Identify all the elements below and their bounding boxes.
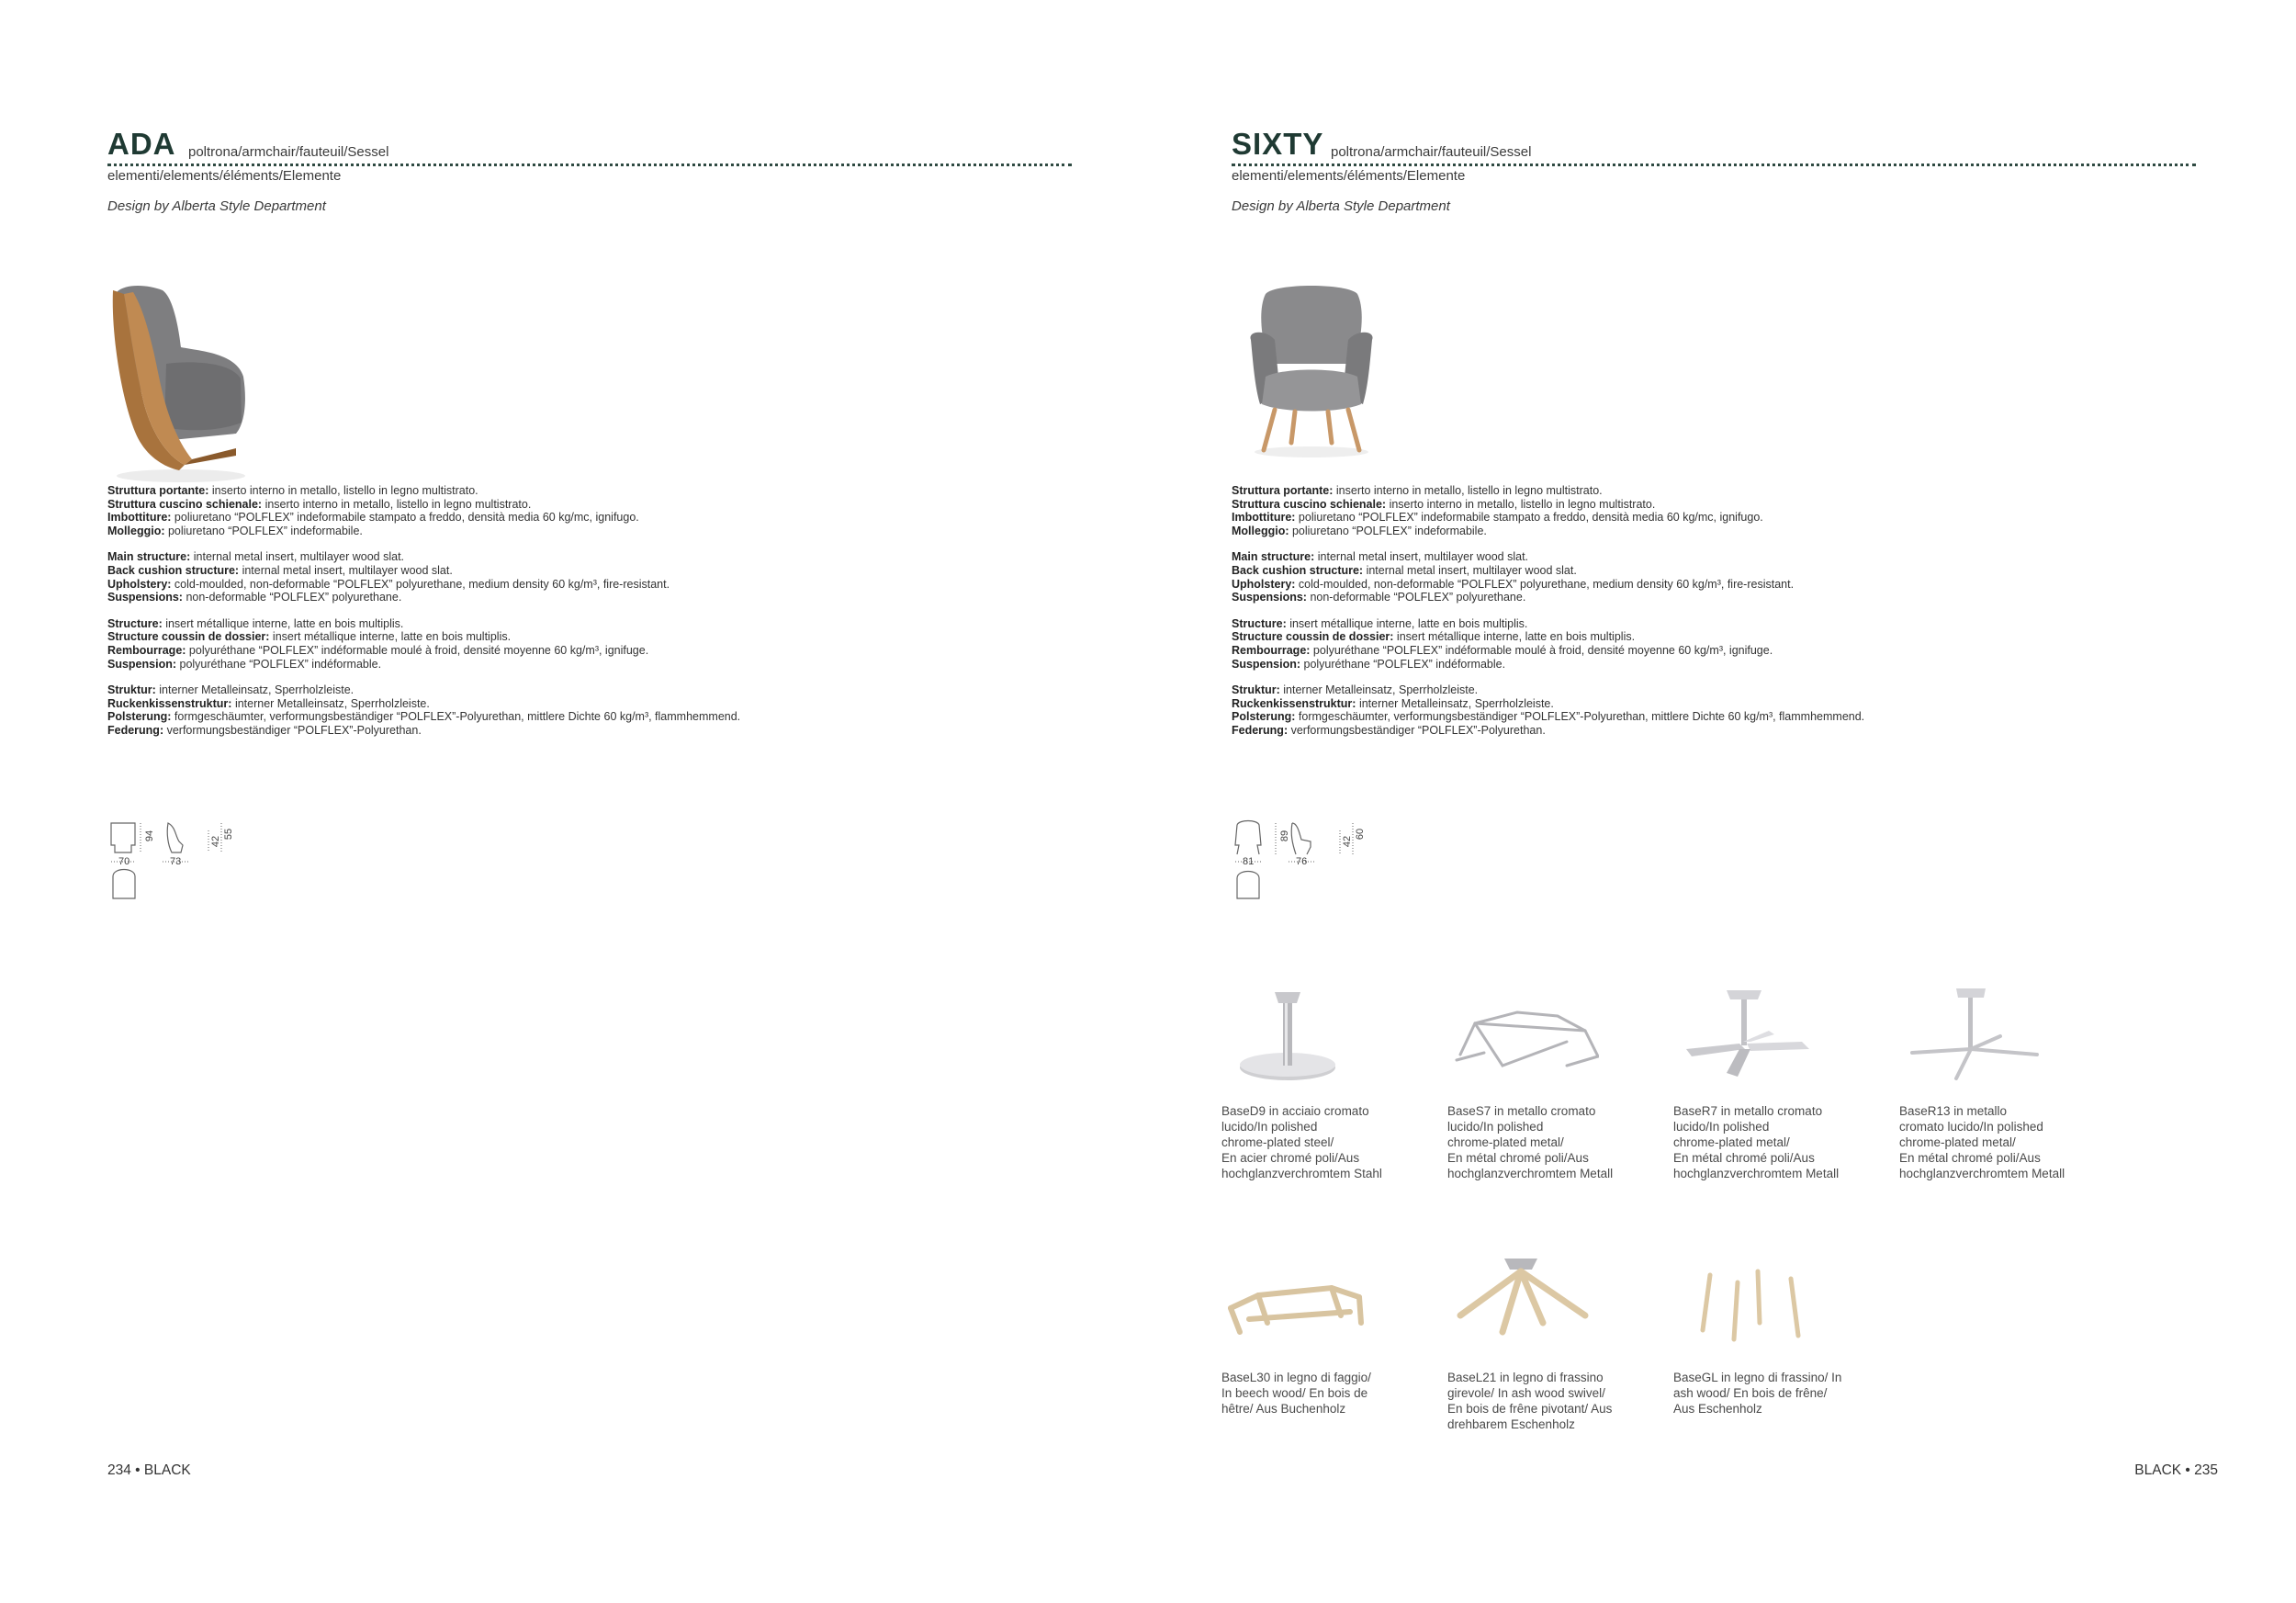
base-l21-image [1447, 1231, 1599, 1364]
base-card-l30 [1221, 1231, 1424, 1417]
dim-depth: 73 [170, 856, 182, 867]
base-r13-caption: BaseR13 in metallo cromato lucido/In polished chrome-plated metal/ En métal chromé poli/Aus hochglanzverchromtem Metall [1899, 1104, 2065, 1180]
dim-width: 81 [1243, 856, 1255, 867]
title-row [1232, 129, 2196, 166]
base-l30-caption: BaseL30 in legno di faggio/ In beech wood/ En bois de hêtre/ Aus Buchenholz [1221, 1371, 1371, 1416]
spec-block-en: Main structure: internal metal insert, multilayer wood slat. Back cushion structure: internal metal insert, multilayer wood slat. Upholstery: cold-moulded, non-deformable “POLFLEX” polyurethane, medium density 60 kg/m³, fire-resistant. Suspensions: non-deformable “POLFLEX” polyurethane. [107, 550, 670, 604]
side-view-icon [167, 823, 183, 852]
page-number: 234 • BLACK [107, 1462, 191, 1478]
base-card-r13 [1899, 965, 2101, 1181]
base-s7-image [1447, 965, 1599, 1098]
front-view-icon [111, 823, 135, 852]
dim-arm-height: 60 [1355, 828, 1367, 841]
base-r7-image [1673, 965, 1825, 1098]
designer-credit: Design by Alberta Style Department [107, 198, 326, 214]
dimension-diagram [107, 818, 254, 919]
spec-block-fr: Structure: insert métallique interne, latte en bois multiplis. Structure coussin de dossier: insert métallique interne, latte en bois multiplis. Rembourrage: polyuréthane “POLFLEX” indéformable moulé à froid, densité moyenne 60 kg/m³, ignifuge. Suspension: polyuréthane “POLFLEX” indéformable. [1232, 616, 1773, 671]
ada-armchair-photo [107, 276, 254, 487]
sixty-armchair-photo [1238, 276, 1385, 487]
spec-block-it: Struttura portante: inserto interno in metallo, listello in legno multistrato. Struttura cuscino schienale: inserto interno in metallo, listello in legno multistrato. Imbottiture: poliuretano “POLFLEX” indeformabile stampato a freddo, densità media 60 kg/mc, ignifugo. Molleggio: poliuretano “POLFLEX” indeformabile. [1232, 484, 1763, 537]
base-card-d9 [1221, 965, 1424, 1181]
spec-block-de: Struktur: interner Metalleinsatz, Sperrholzleiste. Ruckenkissenstruktur: interner Metalleinsatz, Sperrholzleiste. Polsterung: formgeschäumter, verformungsbeständiger “POLFLEX”-Polyurethan, mittlere Dichte 60 kg/m³, flammhemmend. Federung: verformungsbeständiger “POLFLEX”-Polyurethan. [1232, 683, 1865, 737]
dim-height: 94 [144, 830, 156, 842]
dimension-diagram [1232, 818, 1379, 919]
base-card-r7 [1673, 965, 1875, 1181]
model-name: SIXTY [1232, 127, 1324, 161]
model-name: ADA [107, 127, 176, 161]
spec-block-de: Struktur: interner Metalleinsatz, Sperrholzleiste. Ruckenkissenstruktur: interner Metalleinsatz, Sperrholzleiste. Polsterung: formgeschäumter, verformungsbeständiger “POLFLEX”-Polyurethan, mittlere Dichte 60 kg/m³, flammhemmend. Federung: verformungsbeständiger “POLFLEX”-Polyurethan. [107, 683, 741, 737]
side-view-icon [1291, 823, 1311, 854]
top-view-icon [1237, 872, 1259, 899]
base-gl-caption: BaseGL in legno di frassino/ In ash wood/ En bois de frêne/ Aus Eschenholz [1673, 1371, 1842, 1416]
spec-block-en: Main structure: internal metal insert, multilayer wood slat. Back cushion structure: internal metal insert, multilayer wood slat. Upholstery: cold-moulded, non-deformable “POLFLEX” polyurethane, medium density 60 kg/m³, fire-resistant. Suspensions: non-deformable “POLFLEX” polyurethane. [1232, 550, 1795, 604]
base-card-l21 [1447, 1231, 1649, 1432]
base-d9-image [1221, 965, 1373, 1098]
base-r13-image [1899, 965, 2051, 1098]
dim-arm-height: 55 [223, 828, 235, 841]
spec-text [1232, 484, 2223, 751]
dim-width: 70 [118, 856, 130, 867]
title-row [107, 129, 1072, 166]
base-d9-caption: BaseD9 in acciaio cromato lucido/In polished chrome-plated steel/ En acier chromé poli/Aus hochglanzverchromtem Stahl [1221, 1104, 1382, 1180]
spec-block-it: Struttura portante: inserto interno in metallo, listello in legno multistrato. Struttura cuscino schienale: inserto interno in metallo, listello in legno multistrato. Imbottiture: poliuretano “POLFLEX” indeformabile stampato a freddo, densità media 60 kg/mc, ignifugo. Molleggio: poliuretano “POLFLEX” indeformabile. [107, 484, 639, 537]
base-l21-caption: BaseL21 in legno di frassino girevole/ In ash wood swivel/ En bois de frêne pivotant/ Aus drehbarem Eschenholz [1447, 1371, 1613, 1431]
base-r7-caption: BaseR7 in metallo cromato lucido/In polished chrome-plated metal/ En métal chromé poli/Aus hochglanzverchromtem Metall [1673, 1104, 1840, 1180]
base-card-s7 [1447, 965, 1649, 1181]
base-card-gl [1673, 1231, 1875, 1417]
elements-label: elementi/elements/éléments/Elemente [107, 168, 342, 184]
top-view-icon [113, 870, 135, 899]
model-type: poltrona/armchair/fauteuil/Sessel [188, 144, 389, 160]
model-type: poltrona/armchair/fauteuil/Sessel [1331, 144, 1532, 160]
base-gl-image [1673, 1231, 1825, 1364]
elements-label: elementi/elements/éléments/Elemente [1232, 168, 1466, 184]
spec-text [107, 484, 1099, 751]
right-page [1148, 0, 2296, 1603]
dim-depth: 76 [1296, 856, 1308, 867]
page-number: BLACK • 235 [2134, 1462, 2218, 1478]
base-l30-image [1221, 1231, 1373, 1364]
dim-height: 89 [1279, 830, 1291, 842]
dim-seat-height: 42 [210, 835, 222, 848]
base-s7-caption: BaseS7 in metallo cromato lucido/In polished chrome-plated metal/ En métal chromé poli/Aus hochglanzverchromtem Metall [1447, 1104, 1614, 1180]
dim-seat-height: 42 [1342, 835, 1354, 848]
spec-block-fr: Structure: insert métallique interne, latte en bois multiplis. Structure coussin de dossier: insert métallique interne, latte en bois multiplis. Rembourrage: polyuréthane “POLFLEX” indéformable moulé à froid, densité moyenne 60 kg/m³, ignifuge. Suspension: polyuréthane “POLFLEX” indéformable. [107, 616, 649, 671]
front-view-icon [1235, 821, 1261, 855]
designer-credit: Design by Alberta Style Department [1232, 198, 1450, 214]
